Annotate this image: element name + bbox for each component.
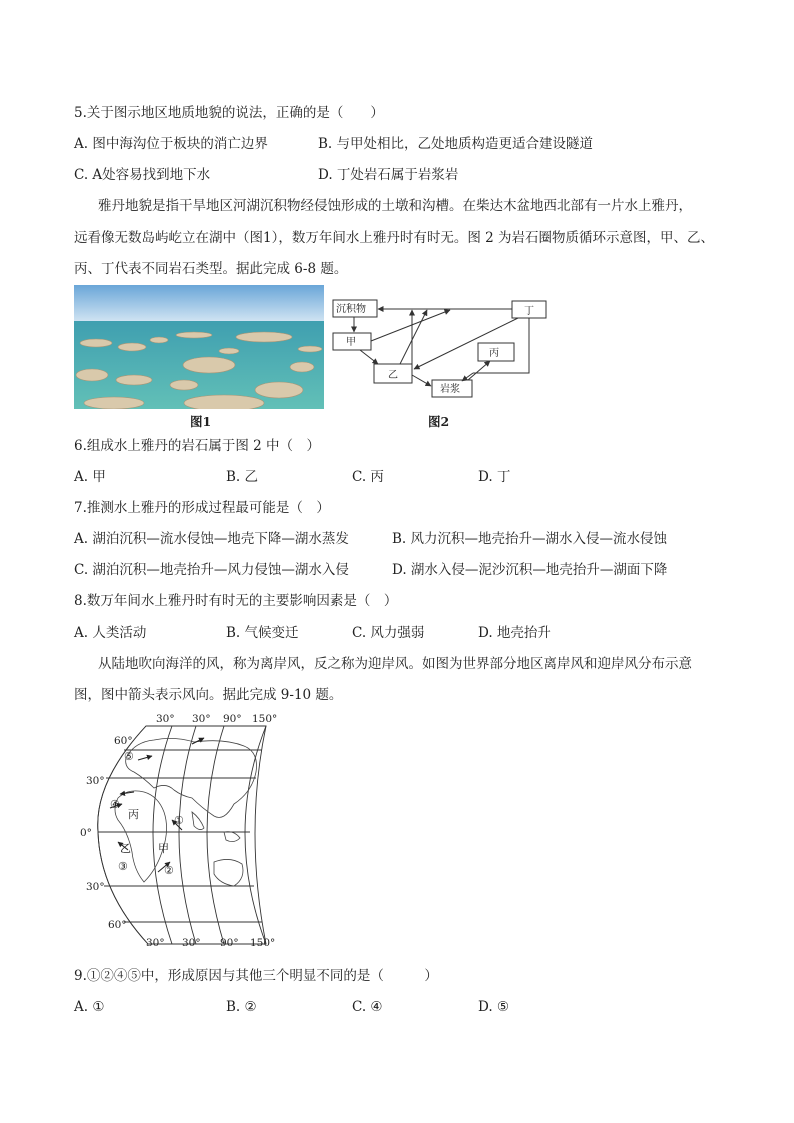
q7-option-b[interactable]: B. 风力沉积—地壳抬升—湖水入侵—流水侵蚀 xyxy=(392,531,668,547)
q7-option-d[interactable]: D. 湖水入侵—泥沙沉积—地壳抬升—湖面下降 xyxy=(392,562,668,578)
q5-option-b[interactable]: B. 与甲处相比，乙处地质构造更适合建设隧道 xyxy=(318,136,594,152)
marker-3: ③ xyxy=(118,860,128,873)
q9-option-d[interactable]: D. ⑤ xyxy=(478,999,510,1015)
q8-option-d[interactable]: D. 地壳抬升 xyxy=(478,625,551,641)
q9-option-b[interactable]: B. ② xyxy=(226,999,257,1015)
top-lon-1: 30° xyxy=(192,713,211,725)
region-bing: 丙 xyxy=(128,808,139,821)
q7-stem: 7.推测水上雅丹的形成过程最可能是（ ） xyxy=(74,500,330,516)
q9-stem: 9.①②④⑤中，形成原因与其他三个明显不同的是（ ） xyxy=(74,968,438,984)
lat-30n: 30° xyxy=(86,775,105,787)
label-jia: 甲 xyxy=(346,337,356,348)
q8-stem: 8.数万年间水上雅丹时有时无的主要影响因素是（ ） xyxy=(74,593,398,609)
label-sediment: 沉积物 xyxy=(336,304,366,315)
fig2-rock-cycle-diagram xyxy=(330,295,550,405)
q8-option-c[interactable]: C. 风力强弱 xyxy=(352,625,425,641)
q5-stem: 5.关于图示地区地质地貌的说法，正确的是（ ） xyxy=(74,105,384,121)
q8-option-b[interactable]: B. 气候变迁 xyxy=(226,625,299,641)
top-lon-3: 150° xyxy=(252,713,278,725)
lat-30s: 30° xyxy=(86,881,105,893)
region-jia: 甲 xyxy=(158,842,169,855)
lat-60n: 60° xyxy=(114,735,133,747)
passage1-line3: 丙、丁代表不同岩石类型。据此完成 6-8 题。 xyxy=(74,261,348,277)
region-yi: 乙 xyxy=(120,842,131,855)
passage2-line2: 图，图中箭头表示风向。据此完成 9-10 题。 xyxy=(74,687,343,703)
label-magma: 岩浆 xyxy=(440,384,460,395)
q9-option-a[interactable]: A. ① xyxy=(74,999,105,1015)
lat-0: 0° xyxy=(80,827,92,839)
bottom-lon-2: 90° xyxy=(220,937,239,949)
q6-option-d[interactable]: D. 丁 xyxy=(478,469,511,485)
passage2-line1: 从陆地吹向海洋的风，称为离岸风，反之称为迎岸风。如图为世界部分地区离岸风和迎岸风分布示意 xyxy=(98,656,692,672)
lat-60s: 60° xyxy=(108,919,127,931)
q6-option-b[interactable]: B. 乙 xyxy=(226,469,259,485)
q7-option-a[interactable]: A. 湖泊沉积—流水侵蚀—地壳下降—湖水蒸发 xyxy=(74,531,349,547)
marker-4: ④ xyxy=(110,798,120,811)
q9-option-c[interactable]: C. ④ xyxy=(352,999,383,1015)
q6-stem: 6.组成水上雅丹的岩石属于图 2 中（ ） xyxy=(74,438,321,454)
q6-option-a[interactable]: A. 甲 xyxy=(74,469,106,485)
bottom-lon-0: 30° xyxy=(146,937,165,949)
label-ding: 丁 xyxy=(524,306,534,317)
bottom-lon-1: 30° xyxy=(182,937,201,949)
q5-option-a[interactable]: A. 图中海沟位于板块的消亡边界 xyxy=(74,136,268,152)
passage1-line2: 远看像无数岛屿屹立在湖中（图1），数万年间水上雅丹时有时无。图 2 为岩石圈物质循环示意图，甲、乙、 xyxy=(74,230,715,246)
bottom-lon-3: 150° xyxy=(250,937,276,949)
passage1-line1: 雅丹地貌是指干旱地区河湖沉积物经侵蚀形成的土墩和沟槽。在柴达木盆地西北部有一片水上雅丹， xyxy=(98,198,692,214)
marker-2: ② xyxy=(164,864,174,877)
q7-option-c[interactable]: C. 湖泊沉积—地壳抬升—风力侵蚀—湖水入侵 xyxy=(74,562,349,578)
marker-5: ⑤ xyxy=(124,750,134,763)
fig1-caption: 图1 xyxy=(190,414,212,429)
q5-option-c[interactable]: C. A处容易找到地下水 xyxy=(74,167,211,183)
top-lon-0: 30° xyxy=(156,713,175,725)
q6-option-c[interactable]: C. 丙 xyxy=(352,469,384,485)
marker-1: ① xyxy=(174,814,184,827)
fig2-caption: 图2 xyxy=(428,414,450,429)
q8-option-a[interactable]: A. 人类活动 xyxy=(74,625,147,641)
wind-map xyxy=(74,712,284,950)
label-bing: 丙 xyxy=(489,348,499,359)
q5-option-d[interactable]: D. 丁处岩石属于岩浆岩 xyxy=(318,167,459,183)
fig1-photo xyxy=(74,285,324,409)
top-lon-2: 90° xyxy=(223,713,242,725)
label-yi: 乙 xyxy=(388,370,398,381)
